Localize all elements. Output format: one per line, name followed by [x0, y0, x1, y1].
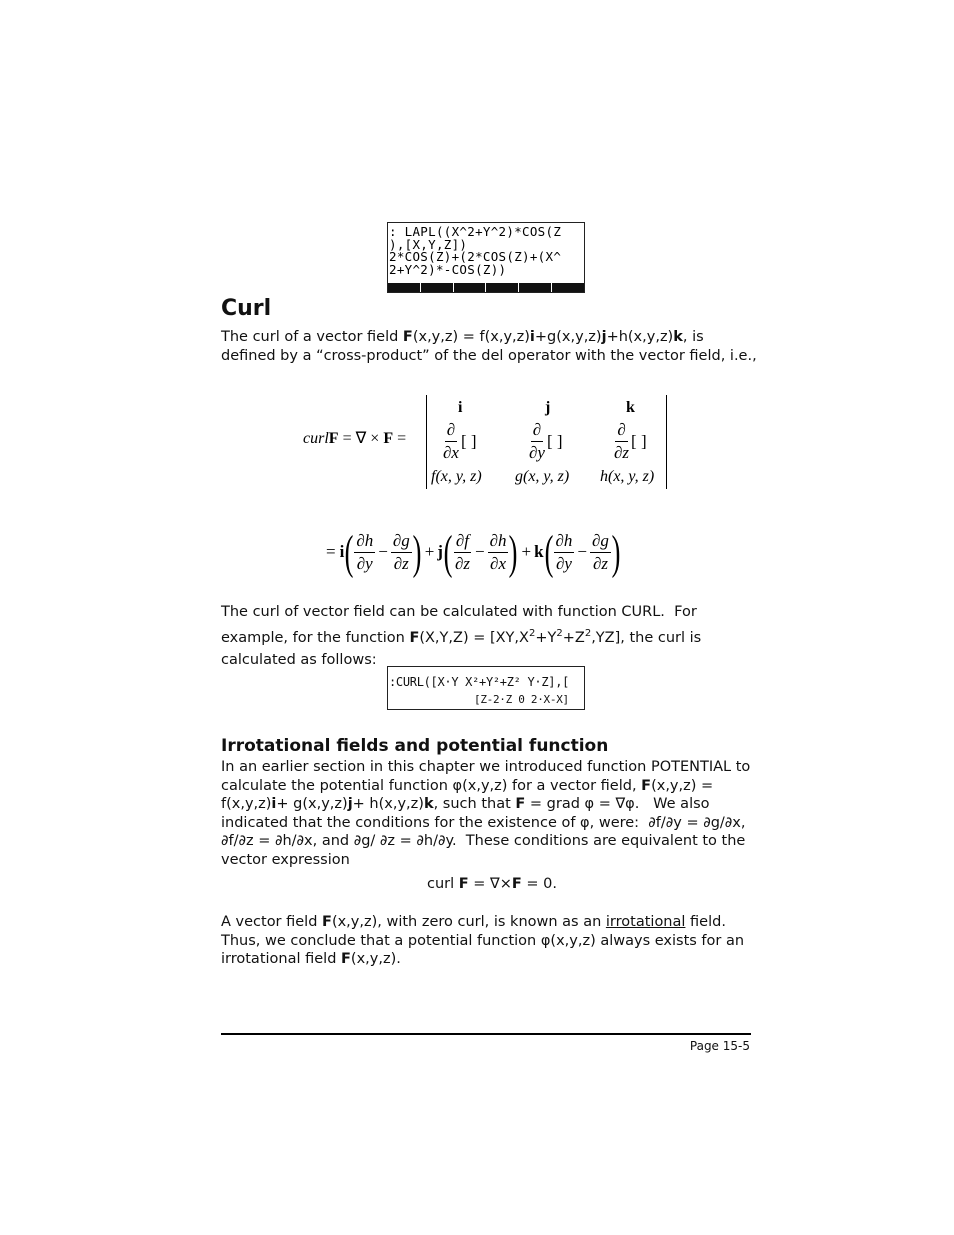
fraction-numerator: ∂g	[391, 530, 412, 553]
minus-sign: −	[577, 542, 588, 561]
lcd-line-1: : LAPL((X^2+Y^2)*COS(Z	[389, 224, 562, 239]
fraction-denominator: ∂z	[592, 553, 608, 573]
softkey	[421, 283, 454, 292]
curl-expansion-equation	[326, 524, 621, 580]
lcd-line-4: 2+Y^2)*-COS(Z))	[389, 261, 507, 277]
calculator-screen-lapl	[387, 222, 585, 293]
softkey	[519, 283, 552, 292]
fraction-denominator: ∂z	[393, 553, 409, 573]
footer-rule	[221, 1033, 751, 1035]
irrotational-paragraph-2: A vector field F(x,y,z), with zero curl, is known as an irrotational field. Thus, we conclude that a potential function φ(x,y,z) always exists for an irrotational field F(x,y,z).	[221, 914, 745, 967]
partial-denominator: ∂z	[614, 443, 630, 462]
partial-numerator: ∂	[531, 419, 543, 442]
minus-sign: −	[474, 542, 485, 561]
minus-sign: −	[378, 542, 388, 561]
curl-determinant-equation	[300, 395, 680, 495]
bracket-placeholder: [ ]	[460, 431, 477, 451]
partial-denominator: ∂y	[529, 443, 545, 462]
determinant-bar-left	[426, 395, 427, 489]
softkey	[454, 283, 487, 292]
term-unit-i: i	[339, 542, 345, 561]
section-heading-curl: Curl	[221, 296, 272, 321]
fraction-numerator: ∂g	[590, 530, 611, 553]
component-h: h(x, y, z)	[600, 468, 655, 485]
equation-lhs: curlF = ∇ × F =	[303, 430, 407, 447]
page-number: Page 15-5	[689, 1039, 750, 1053]
paren-open: (	[443, 525, 453, 579]
fraction-numerator: ∂h	[554, 530, 575, 553]
paren-open: (	[544, 525, 553, 579]
partial-y-cell	[527, 419, 563, 464]
softkey	[552, 283, 584, 292]
partial-denominator: ∂x	[443, 443, 459, 462]
paren-close: )	[412, 525, 422, 579]
component-g: g(x, y, z)	[515, 468, 570, 485]
zero-curl-equation: curl F = ∇×F = 0.	[427, 876, 557, 892]
partial-numerator: ∂	[445, 419, 457, 442]
lcd-line-3: 2*COS(Z)+(2*COS(Z)+(X^	[389, 249, 562, 264]
lcd-text	[388, 223, 584, 276]
partial-z-cell	[612, 419, 647, 464]
paren-close: )	[509, 525, 518, 579]
lcd-curl-input: :CURL([X·Y X²+Y²+Z² Y·Z],[	[389, 675, 570, 689]
calculator-screen-curl	[387, 666, 585, 710]
unit-vector-j: j	[545, 399, 551, 416]
term-unit-j: j	[437, 542, 443, 561]
lcd-curl-result: [Z-2·Z 0 2·X-X]	[474, 693, 569, 706]
fraction-denominator: ∂x	[490, 553, 506, 573]
unit-vector-i: i	[458, 399, 463, 416]
fraction-numerator: ∂f	[454, 530, 471, 553]
fraction-numerator: ∂h	[354, 530, 375, 553]
partial-numerator: ∂	[615, 419, 627, 442]
paren-close: )	[611, 525, 621, 579]
determinant-bar-right	[666, 395, 667, 489]
equals-sign: =	[326, 542, 336, 561]
plus-sign: +	[424, 542, 435, 561]
paren-open: (	[344, 525, 354, 579]
lcd-line-2: ),[X,Y,Z])	[389, 236, 468, 252]
fraction-denominator: ∂z	[454, 553, 470, 573]
fraction-denominator: ∂y	[356, 553, 373, 573]
fraction-numerator: ∂h	[488, 530, 509, 553]
section-heading-irrotational: Irrotational fields and potential function	[221, 736, 609, 756]
component-f: f(x, y, z)	[431, 468, 482, 485]
irrotational-paragraph-1: In an earlier section in this chapter we introduced function POTENTIAL to calculate the potential function φ(x,y,z) for a vector field, F(x,y,z) = f(x,y,z)i+ g(x,y,z)j+ h(x,y,z)k, such that F = grad φ = ∇φ. We also indicated that the conditions for the existence of φ, were: ∂f/∂y = ∂g/∂x, ∂f/∂z = ∂h/∂x, and ∂g/ ∂z = ∂h/∂y. These conditions are equivalent to the vector expression	[221, 759, 751, 868]
partial-x-cell	[441, 419, 477, 464]
plus-sign: +	[521, 542, 532, 561]
bracket-placeholder: [ ]	[631, 431, 647, 451]
softkey	[486, 283, 519, 292]
term-irrotational: irrotational	[605, 914, 686, 930]
curl-example-paragraph: The curl of vector field can be calculated with function CURL. For example, for the function $F(X,Y,Z) = [XY,X^2+Y^2+Z^2,YZ]$, the curl is calculated as follows:	[221, 604, 702, 668]
unit-vector-k: k	[626, 399, 635, 416]
bracket-placeholder: [ ]	[546, 431, 563, 451]
curl-intro-paragraph: The curl of a vector field F(x,y,z) = f(x,y,z)i+g(x,y,z)j+h(x,y,z)k, is defined by a “cross-product” of the del operator with the vector field, i.e.,	[221, 329, 757, 364]
softkey	[388, 283, 421, 292]
term-unit-k: k	[534, 542, 544, 561]
fraction-denominator: ∂y	[555, 553, 572, 573]
softkey-menu-bar	[388, 283, 584, 292]
